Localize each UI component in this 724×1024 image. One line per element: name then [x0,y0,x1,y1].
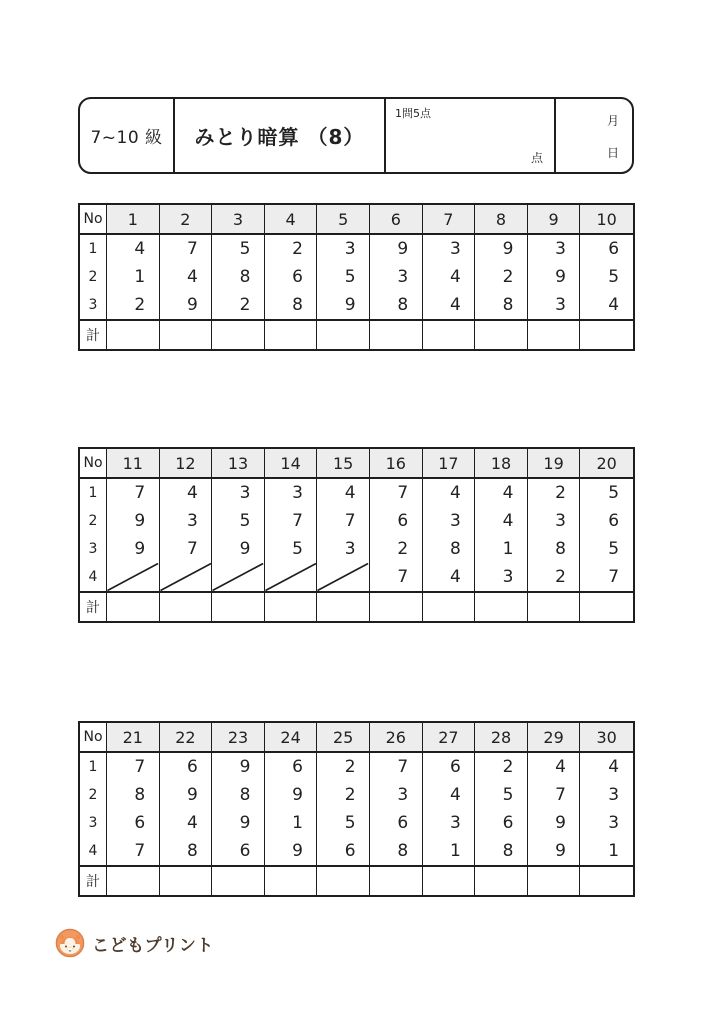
table-body [80,235,633,319]
value-cell: 7 [397,567,409,587]
sum-answer-cell [475,321,528,349]
row-label: 3 [88,815,98,831]
value-cell: 2 [344,757,356,777]
col-header-cell: 14 [265,449,318,477]
value-cell: 7 [555,785,566,805]
row-label-column [80,479,107,591]
value-cell: 9 [239,539,251,559]
value-column [370,235,423,319]
value-cell: 1 [502,539,514,559]
value-cell: 3 [449,511,461,531]
value-cell: 6 [608,239,620,259]
slash-mark [107,563,159,591]
col-header-cell: 5 [317,205,370,233]
value-cell: 2 [502,757,514,777]
row-label: 2 [88,269,98,285]
value-cell: 1 [292,813,303,833]
value-column [370,753,423,865]
col-header-cell: 24 [265,723,318,751]
points-note: 1問5点 [395,107,431,120]
value-cell: 1 [449,841,461,861]
sum-answer-cell [528,321,581,349]
value-cell: 5 [292,539,303,559]
sum-answer-cell [370,867,423,895]
value-cell: 8 [502,295,514,315]
value-cell: 6 [449,757,461,777]
value-cell: 9 [555,841,566,861]
row-label: 1 [88,485,98,501]
value-cell: 5 [239,511,251,531]
slash-cell [107,563,159,591]
sum-label-cell: 計 [80,321,107,349]
sum-answer-cell [212,321,265,349]
value-column [160,479,213,591]
value-cell: 6 [502,813,514,833]
value-cell: 3 [608,813,620,833]
cat-logo-icon [55,928,85,958]
grade-label: 7~10 級 [90,128,163,148]
value-column [580,479,633,591]
slash-mark [317,563,369,591]
value-column [528,235,581,319]
col-header-cell: 2 [160,205,213,233]
sum-answer-cell [528,867,581,895]
value-cell: 8 [292,295,303,315]
row-label-column [80,753,107,865]
table-header-row [80,723,633,753]
table-sum-row [80,591,633,621]
value-cell: 4 [134,239,146,259]
value-column [212,235,265,319]
value-cell: 3 [555,239,566,259]
sum-answer-cell [160,321,213,349]
col-header-cell: 26 [370,723,423,751]
value-cell: 8 [239,267,251,287]
value-cell: 9 [134,539,146,559]
value-cell: 8 [397,841,409,861]
value-cell: 5 [608,539,620,559]
value-cell: 5 [239,239,251,259]
slash-mark [212,563,264,591]
no-header-cell: No [80,723,107,751]
value-cell: 9 [134,511,146,531]
sum-answer-cell [423,321,476,349]
value-column [265,235,318,319]
value-cell: 4 [608,757,620,777]
value-cell: 7 [292,511,303,531]
value-cell: 4 [449,267,461,287]
col-header-cell: 11 [107,449,160,477]
no-header-cell: No [80,205,107,233]
value-column [107,235,160,319]
value-cell: 2 [555,483,566,503]
value-cell: 9 [239,813,251,833]
value-cell: 2 [239,295,251,315]
slash-mark [265,563,317,591]
sum-answer-cell [107,867,160,895]
value-cell: 3 [239,483,251,503]
value-cell: 4 [555,757,566,777]
col-header-cell: 15 [317,449,370,477]
table-problems-1-10 [78,203,635,351]
value-cell: 9 [239,757,251,777]
col-header-cell: 22 [160,723,213,751]
value-cell: 4 [449,567,461,587]
value-column [528,479,581,591]
value-cell: 6 [608,511,620,531]
row-label: 3 [88,541,98,557]
value-cell: 4 [344,483,356,503]
value-cell: 9 [186,785,198,805]
day-label: 日 [606,146,619,160]
table-body [80,753,633,865]
value-cell: 4 [608,295,620,315]
value-cell: 6 [186,757,198,777]
worksheet-title: みとり暗算 （8） [173,99,384,172]
value-cell: 7 [608,567,620,587]
col-header-cell: 27 [423,723,476,751]
table-sum-row [80,865,633,895]
value-column [580,753,633,865]
value-cell: 4 [186,813,198,833]
value-cell: 3 [502,567,514,587]
sum-answer-cell [160,593,213,621]
sum-answer-cell [265,321,318,349]
col-header-cell: 6 [370,205,423,233]
col-header-cell: 28 [475,723,528,751]
value-cell: 3 [344,539,356,559]
col-header-cell: 30 [580,723,633,751]
value-cell: 1 [134,267,146,287]
sum-answer-cell [160,867,213,895]
value-cell: 7 [344,511,356,531]
value-column [160,753,213,865]
value-column [212,479,265,591]
value-cell: 3 [397,267,409,287]
sum-answer-cell [580,867,633,895]
slash-mark [160,563,212,591]
value-cell: 1 [608,841,620,861]
date-section [554,99,632,172]
col-header-cell: 7 [423,205,476,233]
value-cell: 9 [292,841,303,861]
value-cell: 6 [397,511,409,531]
value-cell: 7 [397,483,409,503]
row-label-column [80,235,107,319]
col-header-cell: 12 [160,449,213,477]
col-header-cell: 17 [423,449,476,477]
value-column [317,235,370,319]
month-label: 月 [606,114,619,128]
value-cell: 4 [502,511,514,531]
table-problems-11-20 [78,447,635,623]
col-header-cell: 29 [528,723,581,751]
sum-label-cell: 計 [80,867,107,895]
value-cell: 7 [397,757,409,777]
value-cell: 2 [344,785,356,805]
table-problems-21-30 [78,721,635,897]
value-column [580,235,633,319]
sum-answer-cell [423,593,476,621]
value-column [107,479,160,591]
col-header-cell: 10 [580,205,633,233]
row-label: 4 [88,843,98,859]
value-column [423,753,476,865]
sum-answer-cell [107,321,160,349]
value-column [475,479,528,591]
row-label: 1 [88,759,98,775]
table-body [80,479,633,591]
value-cell: 8 [555,539,566,559]
sum-answer-cell [528,593,581,621]
col-header-cell: 23 [212,723,265,751]
col-header-cell: 4 [265,205,318,233]
value-cell: 3 [555,511,566,531]
value-column [265,479,318,591]
value-column [212,753,265,865]
row-label: 2 [88,513,98,529]
score-section [384,99,554,172]
row-label: 4 [88,569,98,585]
value-cell: 2 [502,267,514,287]
value-cell: 4 [186,483,198,503]
value-cell: 8 [186,841,198,861]
value-column [423,479,476,591]
value-column [107,753,160,865]
site-logo [55,928,214,958]
score-suffix-label: 点 [530,151,543,165]
col-header-cell: 16 [370,449,423,477]
sum-answer-cell [475,593,528,621]
sum-answer-cell [317,593,370,621]
sum-answer-cell [423,867,476,895]
value-cell: 3 [397,785,409,805]
value-cell: 7 [186,239,198,259]
sum-answer-cell [317,867,370,895]
sum-answer-cell [370,593,423,621]
table-header-row [80,205,633,235]
row-label: 1 [88,241,98,257]
col-header-cell: 20 [580,449,633,477]
value-cell: 3 [555,295,566,315]
value-cell: 9 [555,267,566,287]
sum-answer-cell [212,593,265,621]
row-label: 2 [88,787,98,803]
value-column [528,753,581,865]
logo-text: こどもプリント [92,935,214,956]
col-header-cell: 25 [317,723,370,751]
value-cell: 8 [502,841,514,861]
value-cell: 7 [134,757,146,777]
value-cell: 5 [608,267,620,287]
value-column [265,753,318,865]
sum-answer-cell [475,867,528,895]
no-header-cell: No [80,449,107,477]
value-cell: 8 [134,785,146,805]
value-cell: 2 [292,239,303,259]
value-cell: 9 [292,785,303,805]
col-header-cell: 18 [475,449,528,477]
value-cell: 7 [134,841,146,861]
col-header-cell: 3 [212,205,265,233]
value-column [423,235,476,319]
value-cell: 3 [344,239,356,259]
value-cell: 4 [449,483,461,503]
value-cell: 8 [397,295,409,315]
value-cell: 4 [449,785,461,805]
value-cell: 9 [502,239,514,259]
value-column [160,235,213,319]
value-cell: 8 [449,539,461,559]
sum-answer-cell [370,321,423,349]
value-column [317,479,370,591]
sum-label-cell: 計 [80,593,107,621]
value-cell: 8 [239,785,251,805]
value-cell: 3 [292,483,303,503]
value-cell: 5 [344,813,356,833]
value-column [475,753,528,865]
sum-answer-cell [265,593,318,621]
col-header-cell: 8 [475,205,528,233]
value-cell: 2 [134,295,146,315]
value-cell: 4 [502,483,514,503]
value-cell: 6 [292,757,303,777]
value-cell: 9 [555,813,566,833]
value-cell: 9 [186,295,198,315]
table-sum-row [80,319,633,349]
table-header-row [80,449,633,479]
col-header-cell: 13 [212,449,265,477]
value-cell: 4 [449,295,461,315]
sum-answer-cell [317,321,370,349]
row-label: 3 [88,297,98,313]
col-header-cell: 21 [107,723,160,751]
col-header-cell: 1 [107,205,160,233]
value-cell: 3 [608,785,620,805]
value-cell: 6 [239,841,251,861]
value-cell: 3 [186,511,198,531]
value-cell: 6 [292,267,303,287]
value-cell: 6 [397,813,409,833]
value-column [317,753,370,865]
slash-cell [317,563,369,591]
slash-cell [160,563,212,591]
sum-answer-cell [212,867,265,895]
value-cell: 4 [186,267,198,287]
value-cell: 7 [186,539,198,559]
col-header-cell: 19 [528,449,581,477]
value-column [475,235,528,319]
sum-answer-cell [580,593,633,621]
value-cell: 2 [555,567,566,587]
col-header-cell: 9 [528,205,581,233]
value-cell: 9 [397,239,409,259]
slash-cell [265,563,317,591]
value-column [370,479,423,591]
sum-answer-cell [580,321,633,349]
value-cell: 2 [397,539,409,559]
value-cell: 5 [608,483,620,503]
value-cell: 9 [344,295,356,315]
sum-answer-cell [265,867,318,895]
value-cell: 3 [449,813,461,833]
worksheet-header [78,97,634,174]
value-cell: 5 [502,785,514,805]
value-cell: 7 [134,483,146,503]
value-cell: 3 [449,239,461,259]
sum-answer-cell [107,593,160,621]
slash-cell [212,563,264,591]
value-cell: 6 [344,841,356,861]
value-cell: 5 [344,267,356,287]
value-cell: 6 [134,813,146,833]
